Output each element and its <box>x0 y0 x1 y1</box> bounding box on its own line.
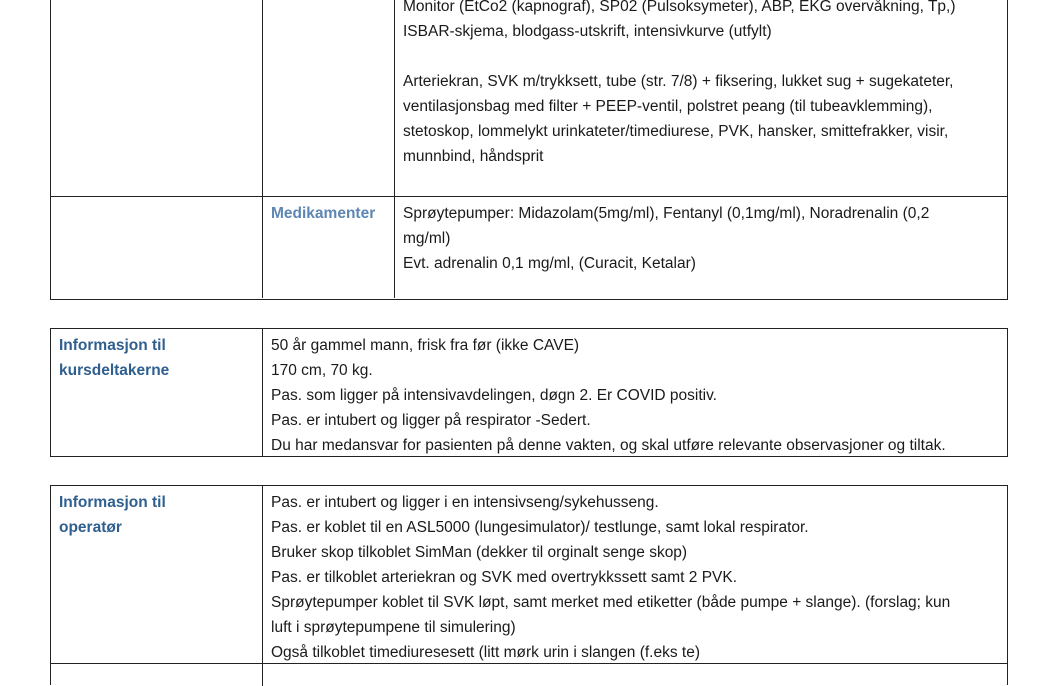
operator-info-label: Informasjon til <box>59 494 166 511</box>
equipment-row <box>51 0 1007 197</box>
operator-next-content-cell <box>262 664 1007 686</box>
equipment-line: Arteriekran, SVK m/trykksett, tube (str. 7/8) + fiksering, lukket sug + sugekateter, <box>403 73 954 90</box>
participant-info-label: kursdeltakerne <box>59 362 170 379</box>
medication-line: mg/ml) <box>403 230 451 247</box>
medication-line: Sprøytepumper: Midazolam(5mg/ml), Fentanyl (0,1mg/ml), Noradrenalin (0,2 <box>403 205 930 222</box>
medication-line: Evt. adrenalin 0,1 mg/ml, (Curacit, Ketalar) <box>403 255 696 272</box>
equipment-label-cell <box>262 0 394 196</box>
medication-label: Medikamenter <box>271 205 376 222</box>
operator-info-label-cell <box>51 486 262 663</box>
operator-info-content-cell <box>262 486 1007 663</box>
participant-info-line: Du har medansvar for pasienten på denne vakten, og skal utføre relevante observasjoner og tiltak. <box>271 437 946 454</box>
medication-content-cell <box>394 197 1007 298</box>
operator-info-line: Pas. er koblet til en ASL5000 (lungesimulator)/ testlunge, samt lokal respirator. <box>271 519 809 536</box>
equipment-table <box>50 0 1008 300</box>
equipment-line: munnbind, håndsprit <box>403 148 544 165</box>
operator-info-line: luft i sprøytepumpene til simulering) <box>271 619 516 636</box>
participant-info-line: Pas. som ligger på intensivavdelingen, døgn 2. Er COVID positiv. <box>271 387 717 404</box>
operator-info-line: Bruker skop tilkoblet SimMan (dekker til orginalt senge skop) <box>271 544 688 561</box>
participant-info-content-cell <box>262 329 1007 456</box>
operator-next-row <box>51 664 1007 686</box>
operator-info-line: Også tilkoblet timediuresesett (litt mørk urin i slangen (f.eks te) <box>271 644 700 661</box>
participant-info-table <box>50 328 1008 457</box>
operator-info-label: operatør <box>59 519 122 536</box>
medication-label-cell <box>262 197 394 298</box>
participant-info-line: Pas. er intubert og ligger på respirator -Sedert. <box>271 412 591 429</box>
operator-info-line: Pas. er intubert og ligger i en intensivseng/sykehusseng. <box>271 494 659 511</box>
operator-info-line: Pas. er tilkoblet arteriekran og SVK med overtrykkssett samt 2 PVK. <box>271 569 738 586</box>
participant-info-label: Informasjon til <box>59 337 166 354</box>
operator-info-line: Sprøytepumper koblet til SVK løpt, samt merket med etiketter (både pumpe + slange). (forslag; kun <box>271 594 951 611</box>
equipment-line: ventilasjonsbag med filter + PEEP-ventil, polstret peang (til tubeavklemming), <box>403 98 933 115</box>
equipment-line: stetoskop, lommelykt urinkateter/timediurese, PVK, hansker, smittefrakker, visir, <box>403 123 949 140</box>
equipment-line: ISBAR-skjema, blodgass-utskrift, intensivkurve (utfylt) <box>403 23 772 40</box>
participant-info-line: 50 år gammel mann, frisk fra før (ikke CAVE) <box>271 337 580 354</box>
equipment-content-cell <box>394 0 1007 196</box>
participant-info-label-cell <box>51 329 262 456</box>
operator-info-row <box>51 486 1007 664</box>
equipment-line: Monitor (EtCo2 (kapnograf), SP02 (Pulsoksymeter), ABP, EKG overvåkning, Tp,) <box>403 0 956 15</box>
operator-info-table <box>50 485 1008 685</box>
participant-info-line: 170 cm, 70 kg. <box>271 362 373 379</box>
medication-row <box>51 197 1007 298</box>
